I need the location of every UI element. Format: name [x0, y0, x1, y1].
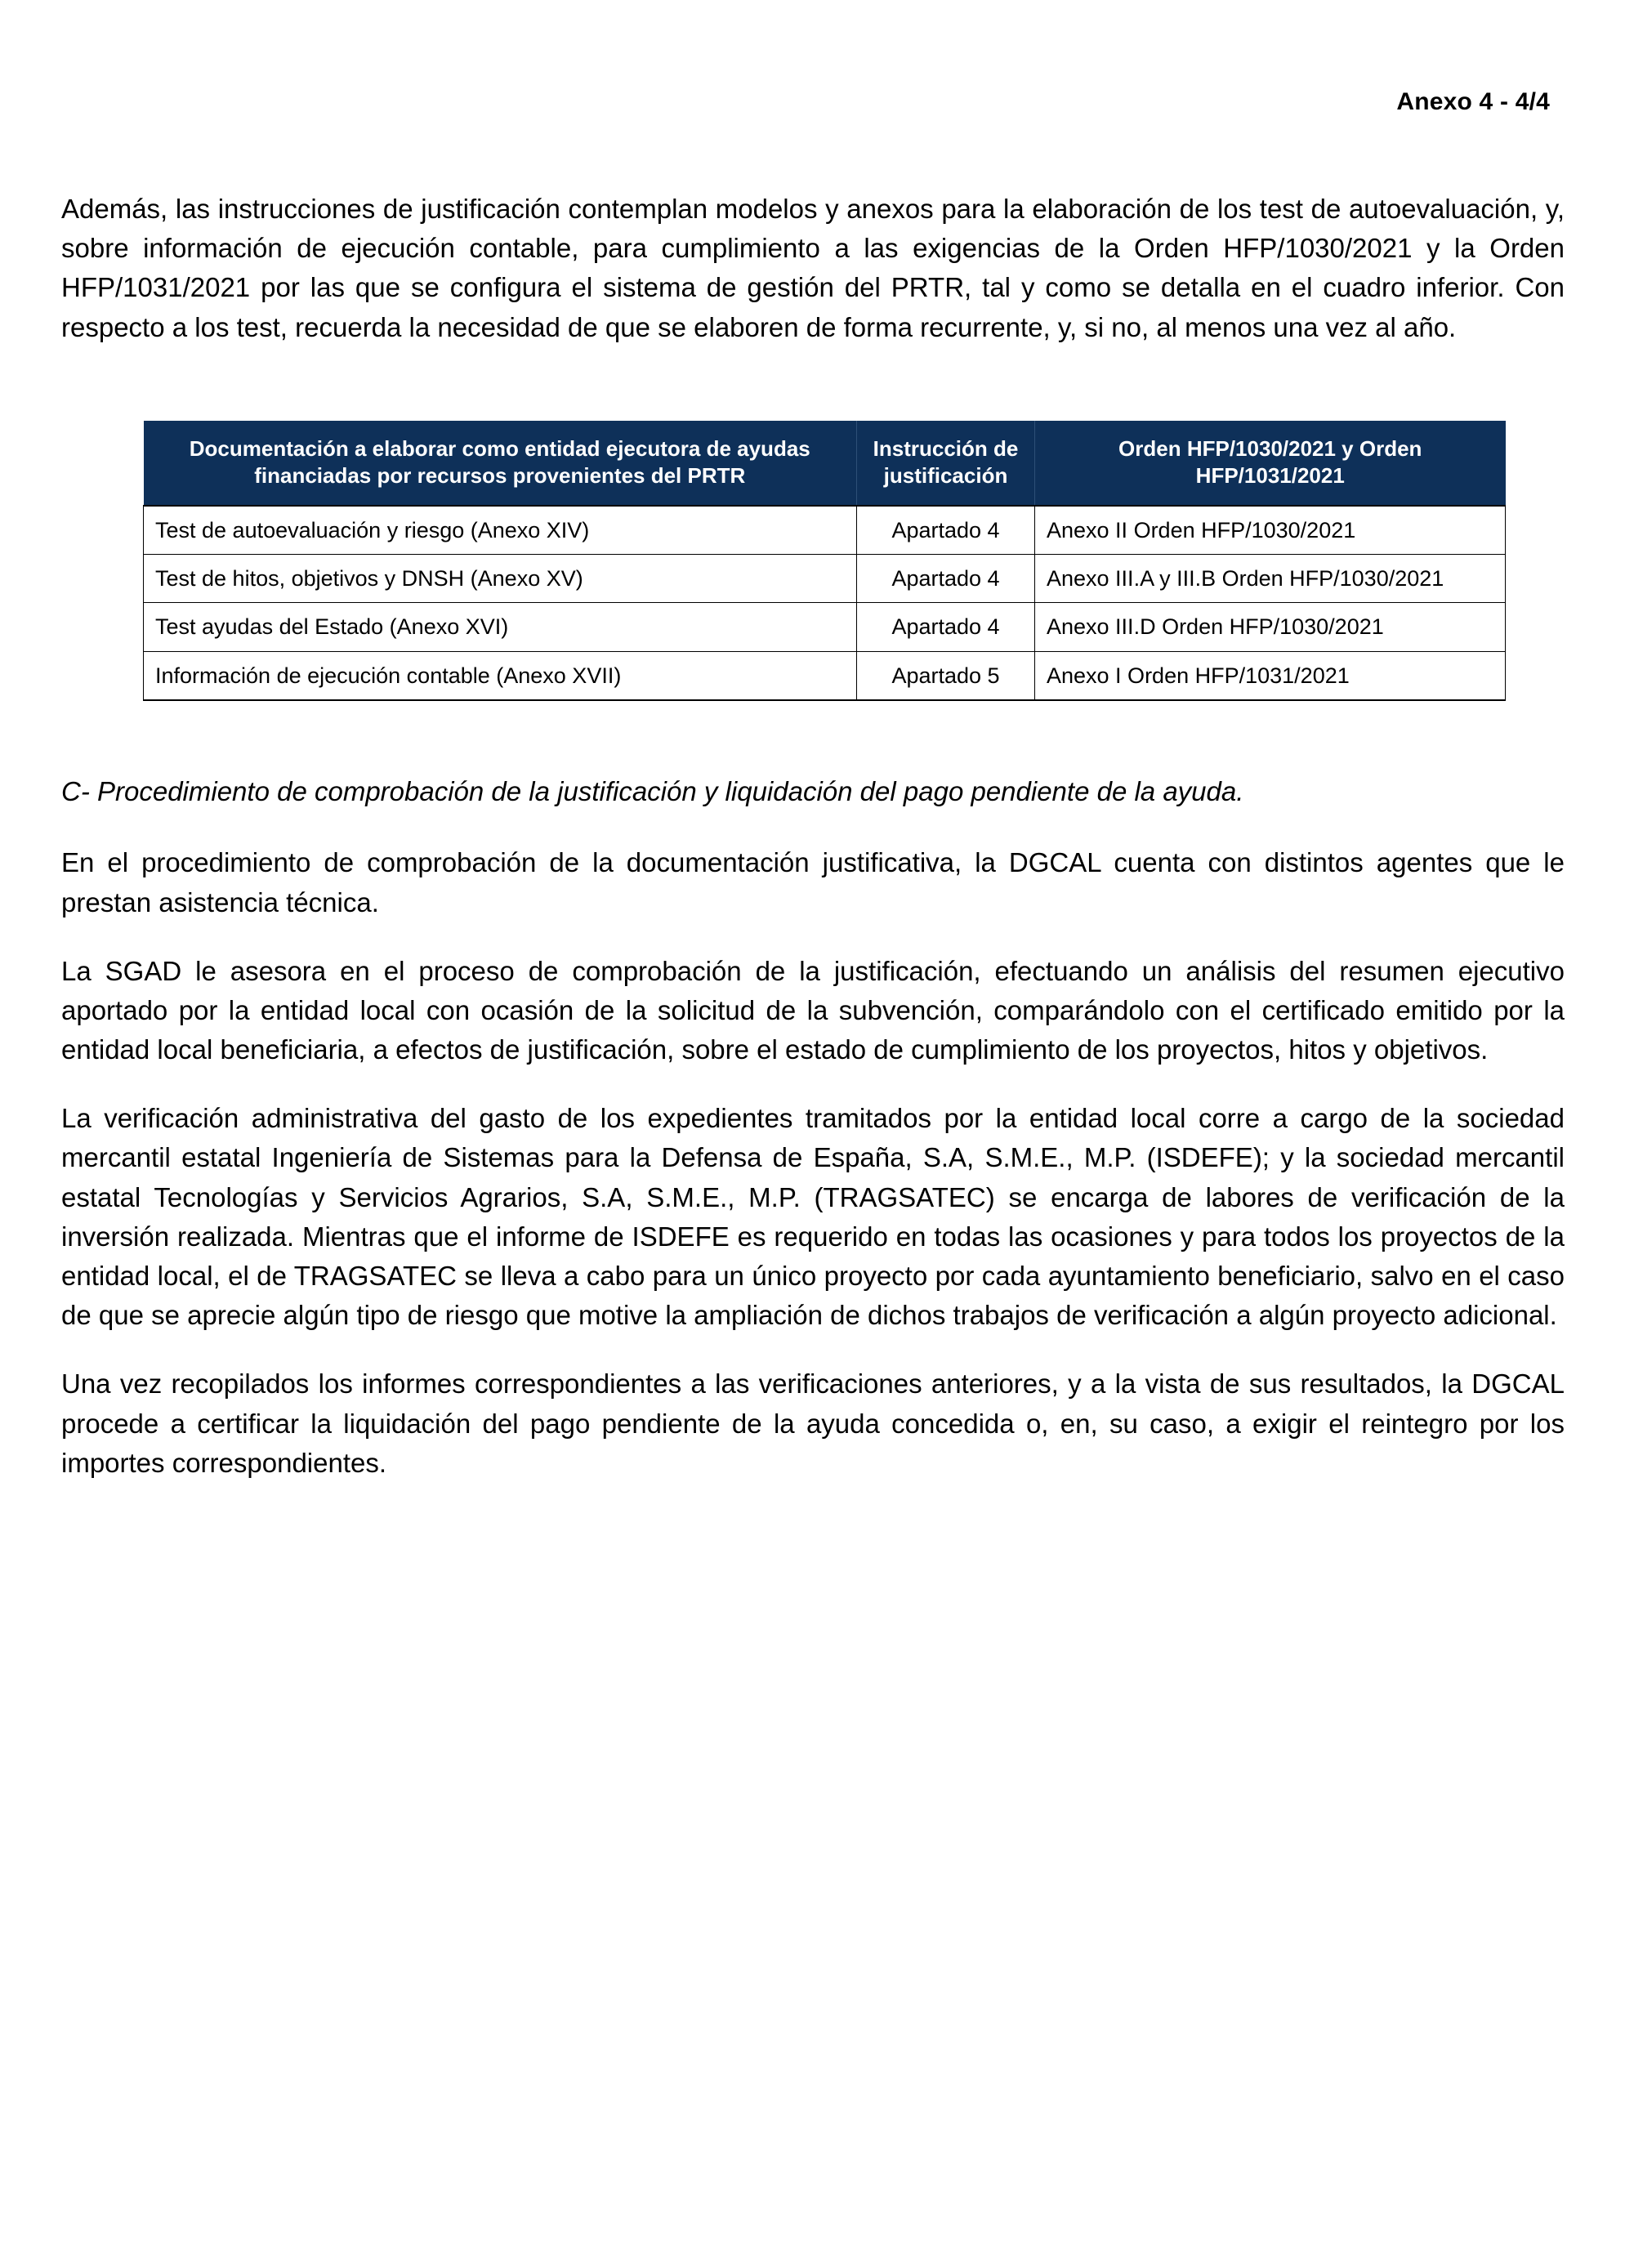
table-cell-instruccion: Apartado 5 — [857, 651, 1035, 700]
table-header-cell-orden: Orden HFP/1030/2021 y Orden HFP/1031/2021 — [1035, 421, 1506, 506]
table-cell-documentacion: Test de hitos, objetivos y DNSH (Anexo XV) — [144, 555, 857, 603]
table-row — [144, 555, 1506, 603]
section-c-paragraph-1: En el procedimiento de comprobación de la documentación justificativa, la DGCAL cuenta con distintos agentes que le prestan asistencia técnica. — [61, 847, 1565, 917]
table-cell-orden: Anexo III.D Orden HFP/1030/2021 — [1035, 603, 1506, 651]
section-c-heading: C- Procedimiento de comprobación de la justificación y liquidación del pago pendiente de la ayuda. — [61, 776, 1244, 807]
intro-paragraph: Además, las instrucciones de justificación contemplan modelos y anexos para la elaboración de los test de autoevaluación, y, sobre información de ejecución contable, para cumplimiento a las exigencias de la Orden HFP/1030/2021 y la Orden HFP/1031/2021 por las que se configura el sistema de gestión del PRTR, tal y como se detalla en el cuadro inferior. Con respecto a los test, recuerda la necesidad de que se elaboren de forma recurrente, y, si no, al menos una vez al año. — [61, 194, 1565, 342]
table-cell-documentacion: Test de autoevaluación y riesgo (Anexo XIV) — [144, 506, 857, 555]
table-row — [144, 651, 1506, 700]
table-row — [144, 506, 1506, 555]
table-header-row — [144, 421, 1506, 506]
table-cell-instruccion: Apartado 4 — [857, 506, 1035, 555]
spacer-below-table — [61, 701, 1565, 773]
page-header — [61, 88, 1550, 116]
table-header-cell-documentacion: Documentación a elaborar como entidad ejecutora de ayudas financiadas por recursos provenientes del PRTR — [144, 421, 857, 506]
documentation-table-wrapper — [143, 421, 1505, 702]
table-cell-orden: Anexo II Orden HFP/1030/2021 — [1035, 506, 1506, 555]
table-cell-instruccion: Apartado 4 — [857, 555, 1035, 603]
spacer-above-table — [61, 377, 1565, 421]
table-row — [144, 603, 1506, 651]
table-header-cell-instruccion: Instrucción de justificación — [857, 421, 1035, 506]
page-header-label: Anexo 4 - 4/4 — [1396, 88, 1550, 115]
table-body — [144, 506, 1506, 701]
document-content — [61, 190, 1565, 1483]
table-cell-orden: Anexo III.A y III.B Orden HFP/1030/2021 — [1035, 555, 1506, 603]
table-cell-orden: Anexo I Orden HFP/1031/2021 — [1035, 651, 1506, 700]
table-cell-documentacion: Información de ejecución contable (Anexo XVII) — [144, 651, 857, 700]
documentation-table — [143, 421, 1506, 702]
table-cell-instruccion: Apartado 4 — [857, 603, 1035, 651]
table-cell-documentacion: Test ayudas del Estado (Anexo XVI) — [144, 603, 857, 651]
section-c-paragraph-3: La verificación administrativa del gasto de los expedientes tramitados por la entidad local corre a cargo de la sociedad mercantil estatal Ingeniería de Sistemas para la Defensa de España, S.A, S.M.E., M.P. (ISDEFE); y la sociedad mercantil estatal Tecnologías y Servicios Agrarios, S.A, S.M.E., M.P. (TRAGSATEC) se encarga de labores de verificación de la inversión realizada. Mientras que el informe de ISDEFE es requerido en todas las ocasiones y para todos los proyectos de la entidad local, el de TRAGSATEC se lleva a cabo para un único proyecto por cada ayuntamiento beneficiario, salvo en el caso de que se aprecie algún tipo de riesgo que motive la ampliación de dichos trabajos de verificación a algún proyecto adicional. — [61, 1103, 1565, 1331]
table-header — [144, 421, 1506, 506]
section-c-paragraph-4: Una vez recopilados los informes correspondientes a las verificaciones anteriores, y a la vista de sus resultados, la DGCAL procede a certificar la liquidación del pago pendiente de la ayuda concedida o, en, su caso, a exigir el reintegro por los importes correspondientes. — [61, 1368, 1565, 1478]
section-c-paragraph-2: La SGAD le asesora en el proceso de comprobación de la justificación, efectuando un análisis del resumen ejecutivo aportado por la entidad local con ocasión de la solicitud de la subvención, comparándolo con el certificado emitido por la entidad local beneficiaria, a efectos de justificación, sobre el estado de cumplimiento de los proyectos, hitos y objetivos. — [61, 955, 1565, 1065]
